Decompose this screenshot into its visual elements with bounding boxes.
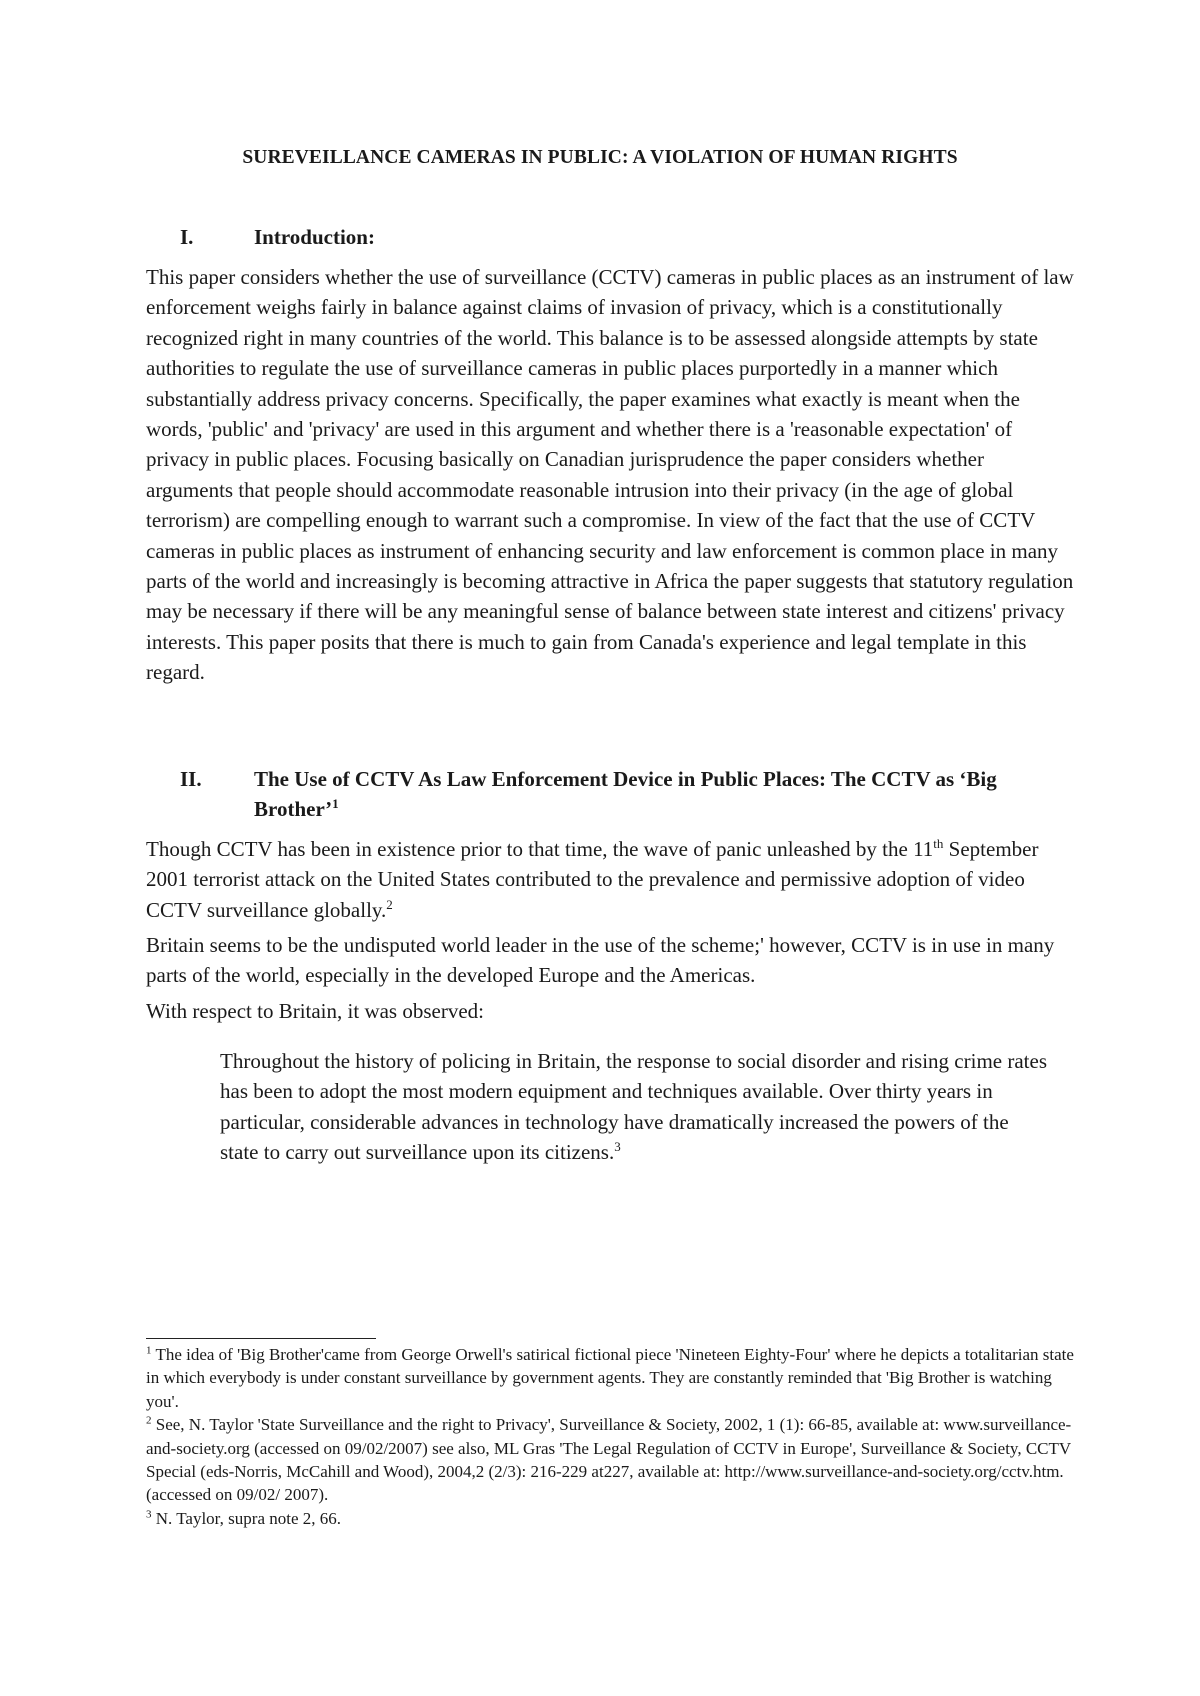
section-number: II. (180, 767, 202, 791)
footnotes (146, 1343, 1076, 1530)
block-quote (220, 1046, 1050, 1168)
section-title (254, 764, 1064, 824)
ordinal-suffix: th (933, 836, 944, 851)
quote-text: Throughout the history of policing in Britain, the response to social disorder and rising crime rates has been to adopt the most modern equipment and techniques available. Over thirty years in particular, considerable advances in technology have dramatically increased the powers of the state to carry out surveillance upon its citizens. (220, 1049, 1047, 1165)
section-heading-cctv (180, 764, 1060, 828)
footnote-text: The idea of 'Big Brother'came from George Orwell's satirical fictional piece 'Nineteen Eighty-Four' where he depicts a totalitarian state in which everybody is under constant surveillance by government agents. They are constantly reminded that 'Big Brother is watching you'. (146, 1345, 1074, 1411)
footnote-marker: 3 (146, 1508, 152, 1521)
paragraph-text: September 2001 terrorist attack on the United States contributed to the prevalence and permissive adoption of video CCTV surveillance globally. (146, 837, 1039, 922)
footnote (146, 1413, 1076, 1507)
section-number: I. (180, 225, 194, 249)
section-title-text: The Use of CCTV As Law Enforcement Device in Public Places: The CCTV as ‘Big Brother’ (254, 767, 997, 821)
document-title: SUREVEILLANCE CAMERAS IN PUBLIC: A VIOLATION OF HUMAN RIGHTS (242, 147, 958, 168)
footnote (146, 1507, 1076, 1530)
footnote-marker: 1 (146, 1344, 152, 1357)
footnote-separator (146, 1338, 376, 1339)
introduction-paragraph: This paper considers whether the use of surveillance (CCTV) cameras in public places as an instrument of law enforcement weighs fairly in balance against claims of invasion of privacy, which is a constitutionally recognized right in many countries of the world. This balance is to be assessed alongside attempts by state authorities to regulate the use of surveillance cameras in public places purportedly in a manner which substantially address privacy concerns. Specifically, the paper examines what exactly is meant when the words, 'public' and 'privacy' are used in this argument and whether there is a 'reasonable expectation' of privacy in public places. Focusing basically on Canadian jurisprudence the paper considers whether arguments that people should accommodate reasonable intrusion into their privacy (in the age of global terrorism) are compelling enough to warrant such a compromise. In view of the fact that the use of CCTV cameras in public places as instrument of enhancing security and law enforcement is common place in many parts of the world and increasingly is becoming attractive in Africa the paper suggests that statutory regulation may be necessary if there will be any meaningful sense of balance between state interest and citizens' privacy interests. This paper posits that there is much to gain from Canada's experience and legal template in this regard. (146, 265, 1074, 685)
paragraph-text: Though CCTV has been in existence prior to that time, the wave of panic unleashed by the 11 (146, 837, 934, 861)
body-paragraph (146, 834, 1076, 925)
footnote-ref: 1 (332, 796, 339, 811)
footnote-ref: 2 (386, 896, 393, 912)
footnote (146, 1343, 1076, 1413)
footnote-text: N. Taylor, supra note 2, 66. (151, 1508, 342, 1528)
body-paragraph: Britain seems to be the undisputed world leader in the use of the scheme;' however, CCTV is in use in many parts of the world, especially in the developed Europe and the Americas. (146, 933, 1055, 988)
footnote-marker: 2 (146, 1414, 152, 1427)
section-title: Introduction: (254, 225, 375, 249)
body-paragraph: With respect to Britain, it was observed: (146, 999, 484, 1023)
footnote-text: See, N. Taylor 'State Surveillance and the right to Privacy', Surveillance & Society, 2002, 1 (1): 66-85, available at: www.surveillance-and-society.org (accessed on 09/02/2007) see also, ML Gras 'The Legal Regulation of CCTV in Europe', Surveillance & Society, CCTV Special (eds-Norris, McCahill and Wood), 2004,2 (2/3): 216-229 at227, available at: http://www.surveillance-and-society.org/cctv.htm. (accessed on 09/02/ 2007). (146, 1415, 1072, 1505)
footnote-ref: 3 (614, 1139, 621, 1155)
